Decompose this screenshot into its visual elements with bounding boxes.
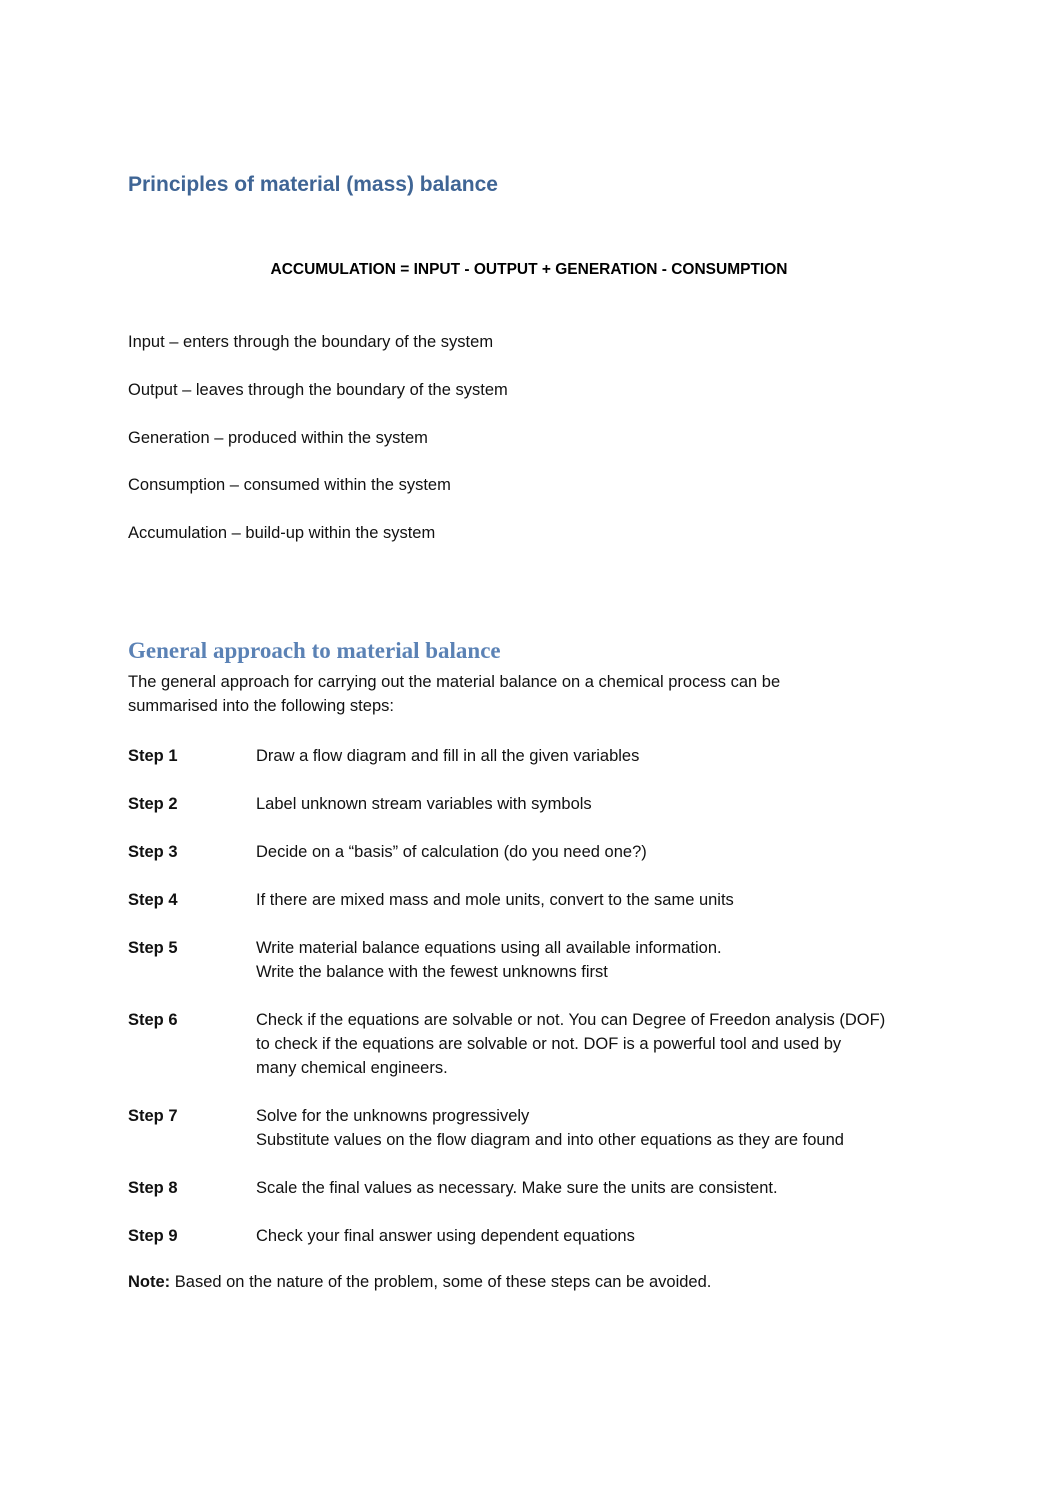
intro-line: The general approach for carrying out the material balance on a chemical process can be	[128, 673, 781, 691]
step-4	[128, 888, 948, 912]
step-2	[128, 792, 948, 816]
step-label: Step 4	[128, 891, 178, 909]
step-text	[256, 840, 948, 864]
step-line: Write the balance with the fewest unknowns first	[256, 963, 608, 981]
section-title-general-approach: General approach to material balance	[128, 638, 501, 663]
step-line: Write material balance equations using all available information.	[256, 939, 722, 957]
steps-list	[128, 744, 948, 1248]
step-3	[128, 840, 948, 864]
step-text	[256, 792, 948, 816]
step-text	[256, 888, 948, 912]
step-label: Step 8	[128, 1179, 178, 1197]
step-1	[128, 744, 948, 768]
intro-paragraph	[128, 670, 888, 718]
definitions-list	[128, 332, 508, 571]
step-text	[256, 744, 948, 768]
step-line: If there are mixed mass and mole units, convert to the same units	[256, 891, 734, 909]
definition-item: Generation – produced within the system	[128, 428, 428, 447]
step-line: Check if the equations are solvable or not. You can Degree of Freedon analysis (DOF)	[256, 1011, 886, 1029]
step-text	[256, 1224, 948, 1248]
step-label: Step 2	[128, 795, 178, 813]
step-label: Step 1	[128, 747, 178, 765]
step-text	[256, 936, 948, 984]
step-text	[256, 1008, 948, 1080]
step-label: Step 3	[128, 843, 178, 861]
step-5	[128, 936, 948, 984]
definition-item: Input – enters through the boundary of the system	[128, 333, 494, 351]
step-line: Scale the final values as necessary. Make sure the units are consistent.	[256, 1179, 778, 1197]
step-label: Step 9	[128, 1227, 178, 1245]
step-label: Step 6	[128, 1011, 178, 1029]
step-label: Step 7	[128, 1107, 178, 1125]
step-line: many chemical engineers.	[256, 1059, 448, 1077]
balance-equation: ACCUMULATION = INPUT - OUTPUT + GENERATION - CONSUMPTION	[270, 261, 788, 278]
step-line: Solve for the unknowns progressively	[256, 1107, 530, 1125]
step-8	[128, 1176, 948, 1200]
step-line: Substitute values on the flow diagram and into other equations as they are found	[256, 1131, 844, 1149]
note-text: Based on the nature of the problem, some of these steps can be avoided.	[170, 1273, 712, 1291]
step-line: Check your final answer using dependent equations	[256, 1227, 635, 1245]
step-line: Decide on a “basis” of calculation (do you need one?)	[256, 843, 647, 861]
definition-item: Consumption – consumed within the system	[128, 476, 451, 495]
step-9	[128, 1224, 948, 1248]
step-label: Step 5	[128, 939, 178, 957]
step-line: to check if the equations are solvable or not. DOF is a powerful tool and used by	[256, 1035, 842, 1053]
note-paragraph	[128, 1270, 711, 1294]
section-title-principles: Principles of material (mass) balance	[128, 173, 498, 196]
step-7	[128, 1104, 948, 1152]
step-text	[256, 1176, 948, 1200]
definition-item: Output – leaves through the boundary of the system	[128, 380, 508, 399]
step-6	[128, 1008, 948, 1080]
intro-line: summarised into the following steps:	[128, 697, 394, 715]
step-line: Draw a flow diagram and fill in all the given variables	[256, 747, 640, 765]
step-text	[256, 1104, 948, 1152]
note-label: Note:	[128, 1273, 171, 1291]
definition-item: Accumulation – build-up within the system	[128, 524, 436, 542]
step-line: Label unknown stream variables with symbols	[256, 795, 592, 813]
